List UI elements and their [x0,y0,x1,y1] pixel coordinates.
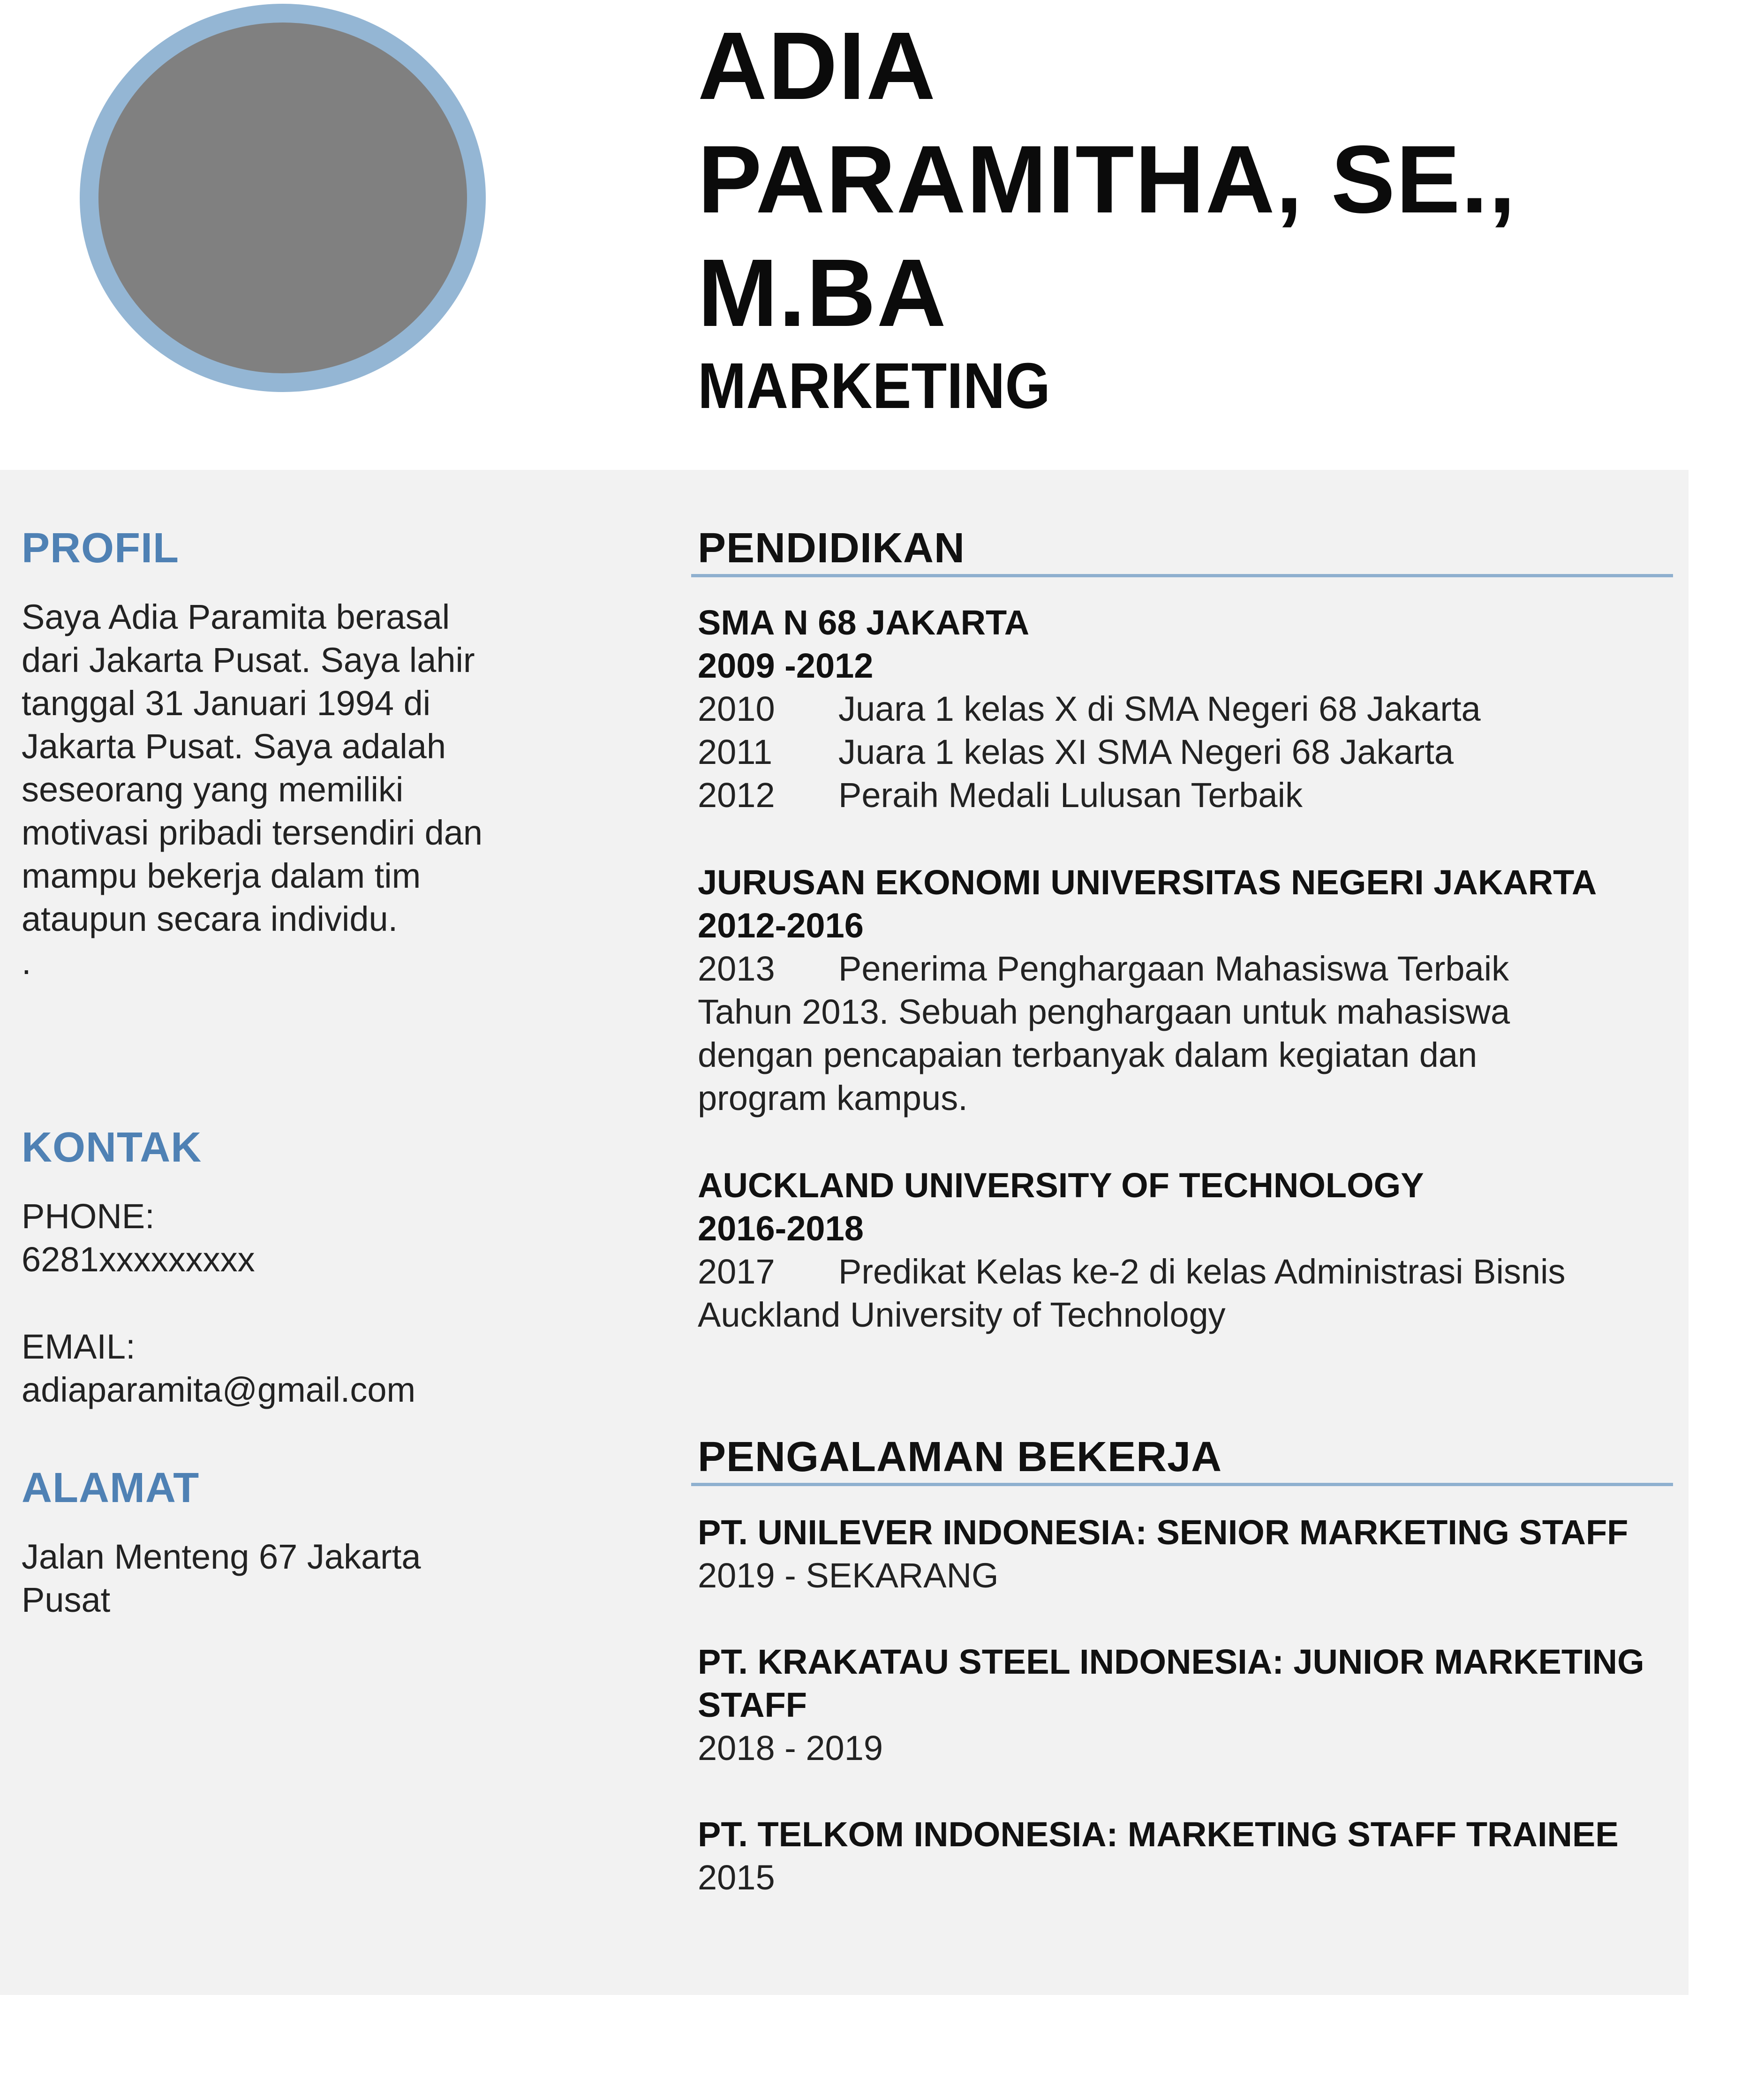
school-3-achievement [698,1250,1566,1293]
alamat-line: Jalan Menteng 67 Jakarta [22,1537,421,1576]
pengalaman-divider [691,1483,1673,1486]
achievement-year: 2013 [698,949,775,988]
profil-line: motivasi pribadi tersendiri dan [22,813,483,852]
profil-line: . [22,943,31,982]
phone-label: PHONE: [22,1197,155,1236]
achievement-line: Tahun 2013. Sebuah penghargaan untuk mahasiswa [698,992,1510,1031]
school-3-years: 2016-2018 [698,1209,864,1248]
school-1-name: SMA N 68 JAKARTA [698,603,1030,642]
achievement-year: 2012 [698,776,775,815]
school-2-achievement-continued [698,990,1664,1120]
job-2-period: 2018 - 2019 [698,1729,883,1767]
achievement-year: 2010 [698,689,775,728]
achievement-year: 2011 [698,733,773,771]
job-1-title: PT. UNILEVER INDONESIA: SENIOR MARKETING STAFF [698,1513,1628,1552]
achievement-text: Juara 1 kelas X di SMA Negeri 68 Jakarta [838,689,1481,728]
profil-line: dari Jakarta Pusat. Saya lahir [22,641,475,680]
name-line-3: M.BA [698,239,947,347]
pendidikan-heading: PENDIDIKAN [698,525,965,572]
school-1-achievement [698,774,1303,817]
profil-line: Jakarta Pusat. Saya adalah [22,727,446,766]
alamat-heading: ALAMAT [22,1465,200,1511]
name-line-1: ADIA [698,12,937,120]
school-3-name: AUCKLAND UNIVERSITY OF TECHNOLOGY [698,1166,1424,1205]
job-title: MARKETING [698,350,1051,422]
name-line-2: PARAMITHA, SE., [698,126,1516,233]
alamat-line: Pusat [22,1580,111,1619]
achievement-year: 2017 [698,1252,775,1291]
school-1-years: 2009 -2012 [698,646,874,685]
email-value: adiaparamita@gmail.com [22,1370,416,1409]
school-3-achievement-continued [698,1293,1664,1337]
content-panel [0,470,1689,1995]
email-label: EMAIL: [22,1327,136,1366]
candidate-name [698,9,1636,350]
achievement-line: Auckland University of Technology [698,1295,1226,1334]
alamat-text [22,1535,612,1622]
achievement-line: program kampus. [698,1079,968,1118]
achievement-text: Penerima Penghargaan Mahasiswa Terbaik [838,949,1509,988]
kontak-heading: KONTAK [22,1124,202,1171]
job-2-title-line-1: PT. KRAKATAU STEEL INDONESIA: JUNIOR MARKETING [698,1642,1644,1681]
profil-heading: PROFIL [22,525,179,572]
profile-photo-placeholder [98,23,467,373]
achievement-text: Predikat Kelas ke-2 di kelas Administrasi Bisnis [838,1252,1566,1291]
profil-text [22,596,612,984]
pengalaman-heading: PENGALAMAN BEKERJA [698,1434,1222,1480]
school-2-achievement [698,947,1509,990]
job-2-title-line-2: STAFF [698,1685,807,1724]
job-3-title: PT. TELKOM INDONESIA: MARKETING STAFF TRAINEE [698,1815,1619,1854]
job-3-period: 2015 [698,1858,775,1897]
school-2-name: JURUSAN EKONOMI UNIVERSITAS NEGERI JAKARTA [698,863,1597,902]
profil-line: seseorang yang memiliki [22,770,404,809]
profil-line: mampu bekerja dalam tim [22,856,421,895]
profil-line: Saya Adia Paramita berasal [22,597,450,636]
achievement-text: Peraih Medali Lulusan Terbaik [838,776,1303,815]
achievement-text: Juara 1 kelas XI SMA Negeri 68 Jakarta [838,733,1454,771]
profil-line: ataupun secara individu. [22,899,398,938]
pendidikan-divider [691,574,1673,577]
school-2-years: 2012-2016 [698,906,864,945]
school-1-achievement [698,687,1481,731]
profile-photo-ring [80,4,486,392]
phone-value: 6281xxxxxxxxx [22,1240,255,1279]
profil-line: tanggal 31 Januari 1994 di [22,684,431,723]
job-1-period: 2019 - SEKARANG [698,1556,999,1595]
achievement-line: dengan pencapaian terbanyak dalam kegiatan dan [698,1035,1478,1074]
school-1-achievement [698,731,1454,774]
